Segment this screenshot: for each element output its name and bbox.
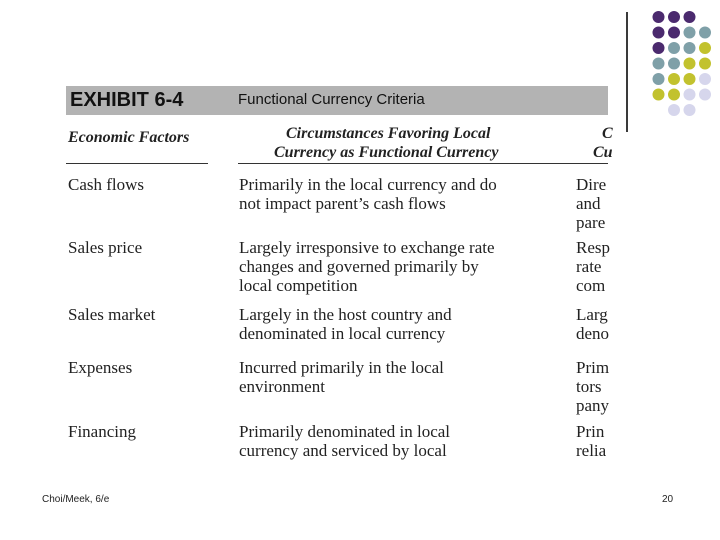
- row-parent-text: and: [576, 194, 601, 213]
- decorative-dot: [699, 58, 711, 70]
- decorative-dot: [668, 11, 680, 23]
- decorative-dot: [668, 42, 680, 54]
- row-factor: Expenses: [68, 358, 133, 377]
- row-local-text: Incurred primarily in the local: [239, 358, 444, 377]
- decorative-dot: [684, 42, 696, 54]
- row-local-text: currency and serviced by local: [239, 441, 447, 460]
- row-factor: Sales price: [68, 238, 143, 257]
- decorative-dot: [684, 104, 696, 116]
- row-parent-text: Prin: [576, 422, 605, 441]
- decorative-dot: [653, 58, 665, 70]
- decorative-dot: [653, 27, 665, 39]
- decorative-vertical-line: [626, 12, 628, 132]
- row-local-text: local competition: [239, 276, 358, 295]
- column-header-local-line1: Circumstances Favoring Local: [286, 125, 491, 142]
- decorative-dot: [699, 27, 711, 39]
- row-parent-text: rate: [576, 257, 602, 276]
- decorative-dot: [684, 27, 696, 39]
- decorative-dot: [653, 89, 665, 101]
- decorative-dot: [668, 73, 680, 85]
- row-parent-text: Dire: [576, 175, 607, 194]
- header-rule-right: [238, 163, 608, 164]
- row-parent-text: pany: [576, 396, 610, 415]
- row-parent-text: Resp: [576, 238, 610, 257]
- row-parent-text: relia: [576, 441, 607, 460]
- decorative-dot: [684, 11, 696, 23]
- row-local-text: changes and governed primarily by: [239, 257, 479, 276]
- row-local-text: not impact parent’s cash flows: [239, 194, 446, 213]
- row-factor: Cash flows: [68, 175, 145, 194]
- footer-source: Choi/Meek, 6/e: [42, 494, 110, 505]
- column-header-local-line2: Currency as Functional Currency: [274, 144, 499, 161]
- decorative-dot: [668, 58, 680, 70]
- decorative-dot: [653, 42, 665, 54]
- exhibit-table-image: [66, 86, 613, 460]
- row-parent-text: com: [576, 276, 606, 295]
- decorative-dot: [699, 42, 711, 54]
- row-local-text: Largely in the host country and: [239, 305, 452, 324]
- column-header-economic-factors: Economic Factors: [68, 129, 190, 146]
- row-parent-text: deno: [576, 324, 610, 343]
- row-local-text: denominated in local currency: [239, 324, 446, 343]
- row-local-text: Primarily in the local currency and do: [239, 175, 497, 194]
- exhibit-header-bar: [66, 86, 608, 115]
- row-local-text: environment: [239, 377, 325, 396]
- row-parent-text: Prim: [576, 358, 610, 377]
- header-rule-left: [66, 163, 208, 164]
- decorative-dot: [684, 73, 696, 85]
- decorative-dot: [668, 104, 680, 116]
- column-header-parent-line1: C: [602, 125, 613, 142]
- decorative-dot: [668, 89, 680, 101]
- row-parent-text: pare: [576, 213, 606, 232]
- decorative-dot: [684, 89, 696, 101]
- decorative-dot-grid: [640, 10, 720, 120]
- row-parent-text: Larg: [576, 305, 608, 324]
- row-local-text: Largely irresponsive to exchange rate: [239, 238, 495, 257]
- exhibit-number: EXHIBIT 6-4: [70, 89, 184, 111]
- decorative-dot: [684, 58, 696, 70]
- decorative-dot: [699, 73, 711, 85]
- row-factor: Sales market: [68, 305, 156, 324]
- column-header-parent-line2: Cu: [593, 144, 613, 161]
- decorative-dot: [653, 11, 665, 23]
- exhibit-title: Functional Currency Criteria: [238, 91, 425, 108]
- decorative-dot: [699, 89, 711, 101]
- row-parent-text: tors: [576, 377, 602, 396]
- row-local-text: Primarily denominated in local: [239, 422, 451, 441]
- decorative-dot: [668, 27, 680, 39]
- decorative-dot: [653, 73, 665, 85]
- row-factor: Financing: [68, 422, 136, 441]
- page-number: 20: [662, 494, 674, 505]
